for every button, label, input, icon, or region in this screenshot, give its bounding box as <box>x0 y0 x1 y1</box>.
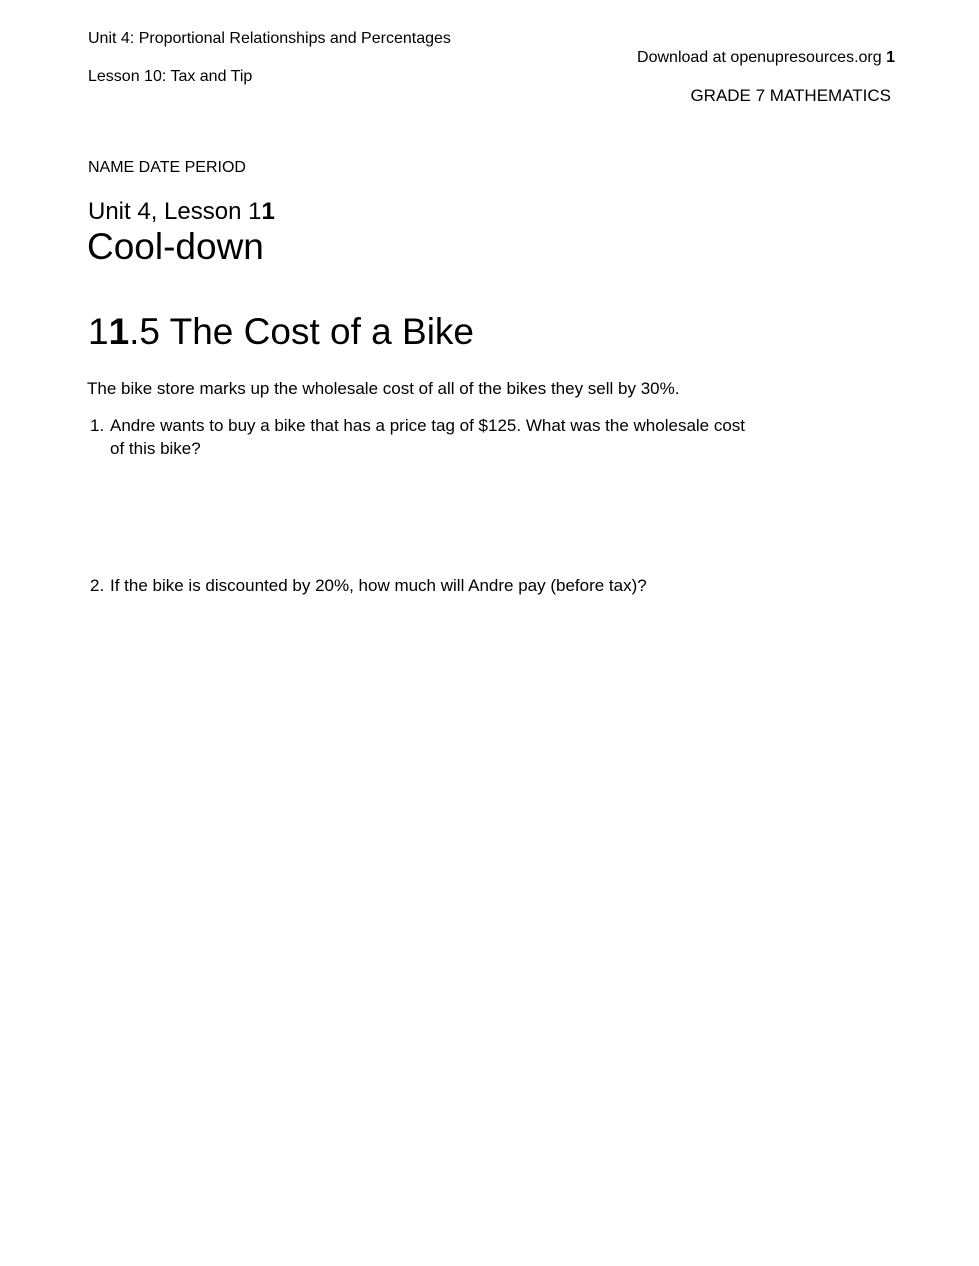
page-number: 1 <box>886 49 895 66</box>
lesson-label-bold: 1 <box>261 198 275 225</box>
question-text: Andre wants to buy a bike that has a price tag of $125. What was the wholesale cost of this bike? <box>110 416 746 458</box>
question-2 <box>88 574 748 597</box>
lesson-label-prefix: Unit 4, Lesson 1 <box>88 198 262 225</box>
lesson-label <box>88 198 275 226</box>
activity-number-bold: 1 <box>108 311 130 352</box>
intro-text: The bike store marks up the wholesale cost of all of the bikes they sell by 30%. <box>87 379 680 398</box>
question-1 <box>88 414 748 460</box>
activity-title <box>88 311 474 353</box>
download-text: Download at openupresources.org <box>637 49 882 66</box>
section-title: Cool-down <box>87 226 264 267</box>
question-text: If the bike is discounted by 20%, how much will Andre pay (before tax)? <box>110 576 647 595</box>
download-line <box>637 49 895 67</box>
grade-label: GRADE 7 MATHEMATICS <box>690 86 891 105</box>
question-number: 2. <box>90 576 105 595</box>
activity-number-prefix: 1 <box>88 311 109 352</box>
student-fields: NAME DATE PERIOD <box>88 159 246 176</box>
unit-title: Unit 4: Proportional Relationships and Percentages <box>88 30 451 47</box>
question-number: 1. <box>90 416 105 435</box>
lesson-title: Lesson 10: Tax and Tip <box>88 68 253 85</box>
activity-title-text: .5 The Cost of a Bike <box>129 311 474 352</box>
